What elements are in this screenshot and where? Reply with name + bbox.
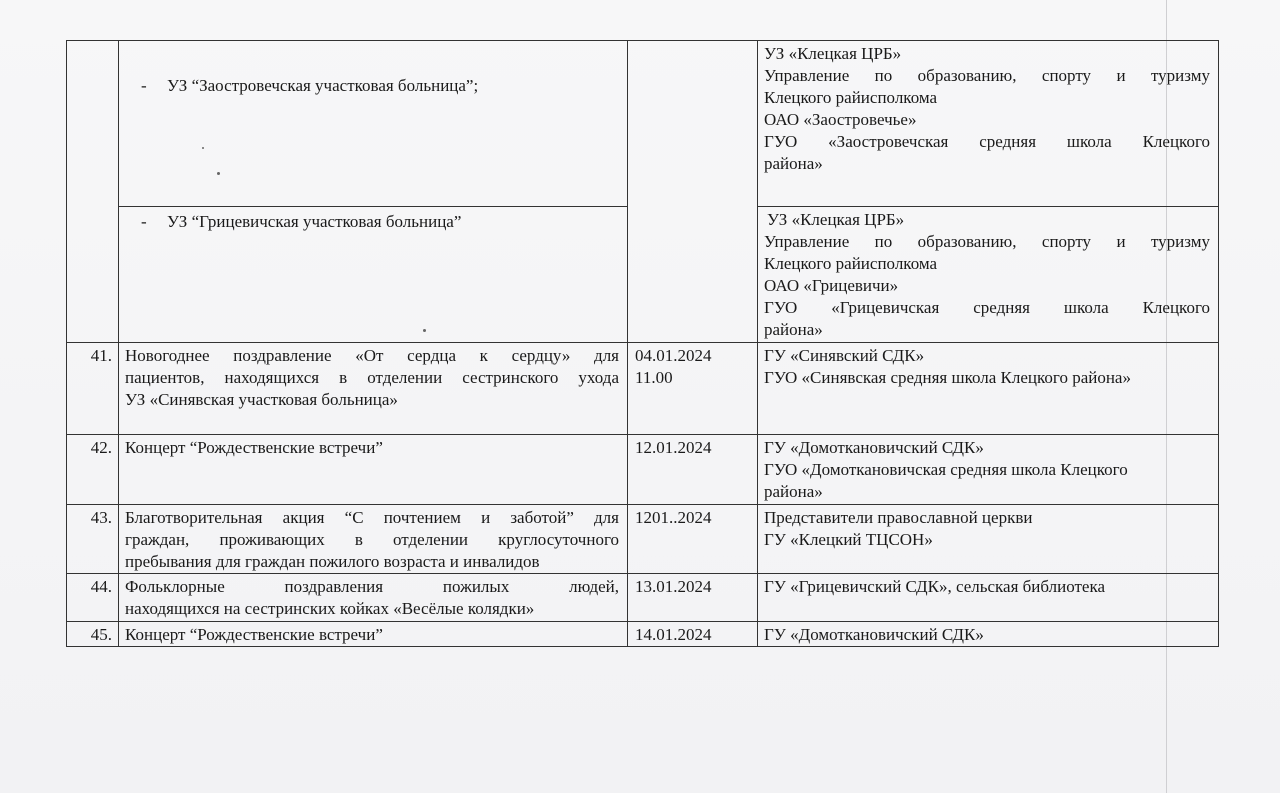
event-line: Концерт “Рождественские встречи”: [125, 438, 383, 457]
org-line: ГУО «Заостровечская средняя школа Клецкого: [764, 132, 1210, 151]
org-line: Представители православной церкви: [764, 508, 1033, 527]
row-number: 43.: [67, 505, 119, 574]
org-line: Управление по образованию, спорту и туризму: [764, 66, 1210, 85]
date-cell: [628, 505, 758, 574]
organizers-cell: [758, 505, 1219, 574]
event-line: Благотворительная акция “С почтением и заботой” для: [125, 508, 619, 527]
org-line: района»: [764, 320, 823, 339]
event-cell: [119, 41, 628, 207]
row-number: 44.: [67, 574, 119, 622]
events-table: [66, 40, 1219, 647]
org-line: Управление по образованию, спорту и туризму: [764, 232, 1210, 251]
org-line: УЗ «Клецкая ЦРБ»: [767, 210, 905, 229]
date-cell: [628, 574, 758, 622]
event-date: 04.01.2024: [635, 346, 712, 365]
event-date: 13.01.2024: [635, 577, 712, 596]
event-date: 12.01.2024: [635, 438, 712, 457]
event-line: УЗ «Синявская участковая больница»: [125, 390, 398, 409]
org-line: ГУО «Домоткановичская средняя школа Клецкого: [764, 460, 1128, 479]
event-text: УЗ “Заостровечская участковая больница”;: [167, 76, 479, 95]
date-cell: [628, 435, 758, 505]
org-line: района»: [764, 154, 823, 173]
organizers-cell: [758, 207, 1219, 343]
date-cell: [628, 622, 758, 647]
table-row: [67, 41, 1219, 207]
event-cell: [119, 435, 628, 505]
org-line: ГУО «Синявская средняя школа Клецкого района»: [764, 368, 1131, 387]
event-cell: [119, 574, 628, 622]
event-text: УЗ “Грицевичская участковая больница”: [167, 212, 462, 231]
event-line: Концерт “Рождественские встречи”: [125, 625, 383, 644]
org-line: ГУ «Домоткановичский СДК»: [764, 438, 984, 457]
organizers-cell: [758, 622, 1219, 647]
org-line: ГУ «Домоткановичский СДК»: [764, 625, 984, 644]
table-row: [67, 505, 1219, 574]
date-cell: [628, 343, 758, 435]
row-number-cell: [67, 41, 119, 343]
event-line: Фольклорные поздравления пожилых людей,: [125, 577, 619, 596]
event-date: 1201..2024: [635, 508, 712, 527]
event-time: 11.00: [635, 368, 673, 387]
list-item: - УЗ “Заостровечская участковая больница”;: [141, 76, 479, 95]
org-line: ГУ «Грицевичский СДК», сельская библиотека: [764, 577, 1106, 596]
org-line: ГУО «Грицевичская средняя школа Клецкого: [764, 298, 1210, 317]
org-line: ГУ «Клецкий ТЦСОН»: [764, 530, 933, 549]
event-cell: [119, 505, 628, 574]
org-line: Клецкого райисполкома: [764, 254, 938, 273]
event-line: Новогоднее поздравление «От сердца к сердцу» для: [125, 346, 619, 365]
organizers-cell: [758, 574, 1219, 622]
org-line: ОАО «Грицевичи»: [764, 276, 899, 295]
table-row: [67, 574, 1219, 622]
org-line: УЗ «Клецкая ЦРБ»: [764, 44, 902, 63]
org-line: Клецкого райисполкома: [764, 88, 938, 107]
event-date: 14.01.2024: [635, 625, 712, 644]
org-line: ГУ «Синявский СДК»: [764, 346, 925, 365]
row-number: 41.: [67, 343, 119, 435]
event-cell: [119, 343, 628, 435]
table-row: [67, 435, 1219, 505]
event-line: пребывания для граждан пожилого возраста и инвалидов: [125, 552, 540, 571]
organizers-cell: [758, 343, 1219, 435]
event-line: граждан, проживающих в отделении круглосуточного: [125, 530, 619, 549]
row-number: 42.: [67, 435, 119, 505]
org-line: района»: [764, 482, 823, 501]
date-cell: [628, 41, 758, 343]
list-item: - УЗ “Грицевичская участковая больница”: [141, 212, 462, 231]
event-line: пациентов, находящихся в отделении сестринского ухода: [125, 368, 619, 387]
row-number: 45.: [67, 622, 119, 647]
org-line: ОАО «Заостровечье»: [764, 110, 917, 129]
event-cell: [119, 622, 628, 647]
organizers-cell: [758, 435, 1219, 505]
event-cell: [119, 207, 628, 343]
table-row: [67, 622, 1219, 647]
table-row: [67, 343, 1219, 435]
event-line: находящихся на сестринских койках «Весёлые колядки»: [125, 599, 535, 618]
organizers-cell: [758, 41, 1219, 207]
